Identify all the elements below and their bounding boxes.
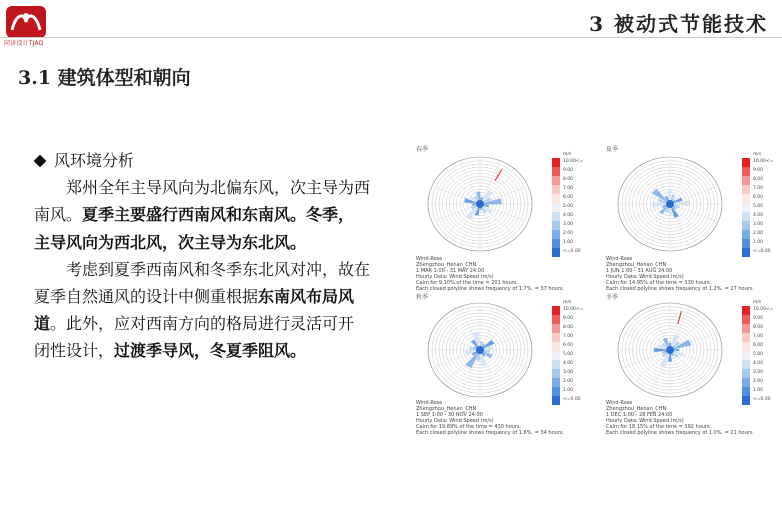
legend-swatch <box>742 194 750 203</box>
wind-rose-winter-caption <box>606 400 754 436</box>
legend-label: 10.00<= <box>563 307 584 312</box>
caption-line: Zhengzhou_Henan_CHN <box>606 406 667 412</box>
legend-swatch <box>742 324 750 333</box>
legend-label: 6.00 <box>563 343 574 348</box>
wind-rose-summer-caption <box>606 256 754 292</box>
caption-line: Zhengzhou_Henan_CHN <box>606 262 667 268</box>
caption-line: 1 MAR 1:00 - 31 MAY 24:00 <box>416 268 485 274</box>
legend-label: 5.00 <box>753 204 764 209</box>
legend-unit: m/s <box>563 152 572 157</box>
legend-label: 6.00 <box>753 195 764 200</box>
legend-swatch <box>552 324 560 333</box>
caption-line: Hourly Data: Wind Speed (m/s) <box>416 274 494 280</box>
legend-swatch <box>552 185 560 194</box>
legend-label: 4.00 <box>563 361 574 366</box>
legend-swatch <box>742 158 750 167</box>
legend-unit: m/s <box>753 300 762 305</box>
legend-swatch <box>742 203 750 212</box>
paragraph-1: 郑州全年主导风向为北偏东风，次主导为西南风。夏季主要盛行西南风和东南风。冬季，主导风向为西北风，次主导为东北风。 <box>34 178 371 252</box>
calm-center <box>476 200 484 208</box>
legend-swatch <box>742 167 750 176</box>
legend-swatch <box>552 230 560 239</box>
caption-line: Zhengzhou_Henan_CHN <box>416 406 477 412</box>
legend-label: 9.00 <box>753 168 764 173</box>
legend-swatch <box>742 221 750 230</box>
legend-label: 5.00 <box>563 204 574 209</box>
legend-swatch <box>742 239 750 248</box>
tjad-logo <box>4 4 48 40</box>
wind-rose-autumn-caption <box>416 400 564 436</box>
legend-label: 9.00 <box>563 168 574 173</box>
legend-swatch <box>552 167 560 176</box>
direction-spoke <box>480 350 517 383</box>
legend-label: 7.00 <box>563 334 574 339</box>
legend-label: 10.00<= <box>753 159 774 164</box>
wind-rose-autumn-graphic <box>414 292 564 404</box>
page-header-title: 3 被动式节能技术 <box>589 12 768 36</box>
caption-line: Wind-Rose <box>606 400 633 406</box>
body-text <box>34 147 370 365</box>
caption-line: Calm for 9.10% of the time = 201 hours. <box>416 280 518 286</box>
caption-line: 1 DEC 1:00 - 28 FEB 24:00 <box>606 412 673 418</box>
legend-label: <=0.00 <box>753 249 771 254</box>
header-divider <box>0 37 782 38</box>
legend-swatch <box>742 176 750 185</box>
caption-line: Calm for 14.95% of the time = 330 hours. <box>606 280 712 286</box>
legend-swatch <box>552 351 560 360</box>
legend-label: 5.00 <box>563 352 574 357</box>
legend-label: 4.00 <box>753 361 764 366</box>
legend-label: 4.00 <box>563 213 574 218</box>
caption-line: Calm for 19.69% of the time = 430 hours. <box>416 424 522 430</box>
legend-unit: m/s <box>563 300 572 305</box>
legend-swatch <box>552 306 560 315</box>
direction-spoke <box>443 350 480 383</box>
wind-rose-spring-caption <box>416 256 564 292</box>
legend-swatch <box>552 333 560 342</box>
legend-label: 1.00 <box>563 388 574 393</box>
wind-rose-summer: 夏季 m/s 10.00<= 9.00 8.00 7.00 6.00 5.00 4.00 3.00 2.00 1.00 <=0.00 Wind-Rose Zhengzhou_Henan_CHN 1 JUN 1:00 - 31 AUG 24:00 Hourly Data: Wind Speed (m/s) Calm for 14.95% of the time = 330 hours. Each closed polyline shows frequency of 1.2%. = 27 hours. <box>606 146 774 292</box>
legend-label: 2.00 <box>753 231 764 236</box>
wind-rose-winter-graphic <box>604 292 754 404</box>
legend-label: 9.00 <box>753 316 764 321</box>
legend-label: 6.00 <box>563 195 574 200</box>
content-heading: 风环境分析 <box>34 147 370 174</box>
direction-spoke <box>670 171 707 204</box>
legend-swatch <box>552 212 560 221</box>
legend-label: 1.00 <box>563 240 574 245</box>
direction-spoke <box>480 317 517 350</box>
legend-swatch <box>552 194 560 203</box>
logo-text: 同济设计TJAD <box>4 40 44 47</box>
legend-swatch <box>742 333 750 342</box>
legend-swatch <box>742 387 750 396</box>
caption-line: 1 SEP 1:00 - 30 NOV 24:00 <box>416 412 483 418</box>
caption-line: Zhengzhou_Henan_CHN <box>416 262 477 268</box>
legend-label: 9.00 <box>563 316 574 321</box>
legend-swatch <box>552 360 560 369</box>
legend-swatch <box>742 306 750 315</box>
legend-swatch <box>552 221 560 230</box>
wind-rose-spring-graphic <box>414 144 564 256</box>
section-title: 3.1 建筑体型和朝向 <box>18 67 191 89</box>
caption-line: Each closed polyline shows frequency of 1.7%. = 37 hours. <box>416 286 565 292</box>
legend-swatch <box>742 360 750 369</box>
legend-label: 10.00<= <box>563 159 584 164</box>
calm-center <box>666 200 674 208</box>
legend-swatch <box>552 378 560 387</box>
legend-swatch <box>742 378 750 387</box>
legend-label: 8.00 <box>753 177 764 182</box>
legend-label: 8.00 <box>563 177 574 182</box>
legend-label: 3.00 <box>753 370 764 375</box>
legend-label: 5.00 <box>753 352 764 357</box>
legend-label: 7.00 <box>563 186 574 191</box>
caption-line: Each closed polyline shows frequency of 1.2%. = 27 hours. <box>606 286 755 292</box>
legend-swatch <box>742 230 750 239</box>
paragraph-2: 考虑到夏季西南风和冬季东北风对冲，故在夏季自然通风的设计中侧重根据东南风布局风道。此外，应对西南方向的格局进行灵活可开闭性设计，过渡季导风，冬夏季阻风。 <box>34 259 371 361</box>
legend-swatch <box>552 369 560 378</box>
legend-label: 7.00 <box>753 334 764 339</box>
legend-label: 2.00 <box>563 379 574 384</box>
legend-swatch <box>552 176 560 185</box>
legend-label: 3.00 <box>563 222 574 227</box>
legend-swatch <box>552 342 560 351</box>
legend-label: 8.00 <box>753 325 764 330</box>
legend-label: <=0.00 <box>563 249 581 254</box>
legend-label: 8.00 <box>563 325 574 330</box>
legend-swatch <box>552 158 560 167</box>
caption-line: 1 JUN 1:00 - 31 AUG 24:00 <box>606 268 673 274</box>
legend-swatch <box>742 342 750 351</box>
legend-swatch <box>742 185 750 194</box>
legend-swatch <box>552 387 560 396</box>
legend-label: 4.00 <box>753 213 764 218</box>
caption-line: Wind-Rose <box>606 256 633 262</box>
caption-line: Wind-Rose <box>416 400 443 406</box>
legend-swatch <box>742 351 750 360</box>
legend-swatch <box>742 369 750 378</box>
caption-line: Wind-Rose <box>416 256 443 262</box>
caption-line: Hourly Data: Wind Speed (m/s) <box>416 418 494 424</box>
legend-label: 1.00 <box>753 388 764 393</box>
legend-label: <=0.00 <box>563 397 581 402</box>
caption-line: Hourly Data: Wind Speed (m/s) <box>606 418 684 424</box>
legend-label: 6.00 <box>753 343 764 348</box>
diamond-bullet-icon <box>34 155 47 168</box>
legend-swatch <box>552 239 560 248</box>
legend-unit: m/s <box>753 152 762 157</box>
caption-line: Calm for 18.15% of the time = 392 hours. <box>606 424 712 430</box>
calm-center <box>476 346 484 354</box>
caption-line: Hourly Data: Wind Speed (m/s) <box>606 274 684 280</box>
wind-rose-winter: 冬季 m/s 10.00<= 9.00 8.00 7.00 6.00 5.00 4.00 3.00 2.00 1.00 <=0.00 Wind-Rose Zhengzhou_Henan_CHN 1 DEC 1:00 - 28 FEB 24:00 Hourly Data: Wind Speed (m/s) Calm for 18.15% of the time = 392 hours. Each closed polyline shows frequency of 1.0%. = 21 hours. <box>606 294 774 436</box>
legend-label: <=0.00 <box>753 397 771 402</box>
wind-rose-autumn: 秋季 m/s 10.00<= 9.00 8.00 7.00 6.00 5.00 4.00 3.00 2.00 1.00 <=0.00 Wind-Rose Zhengzhou_Henan_CHN 1 SEP 1:00 - 30 NOV 24:00 Hourly Data: Wind Speed (m/s) Calm for 19.69% of the time = 430 hours. Each closed polyline shows frequency of 1.6%. = 34 hours. <box>416 294 584 436</box>
wind-rose-summer-graphic <box>604 144 754 256</box>
wind-rose-spring: 春季 m/s 10.00<= 9.00 8.00 7.00 6.00 5.00 4.00 3.00 2.00 1.00 <=0.00 Wind-Rose Zhengzhou_Henan_CHN 1 MAR 1:00 - 31 MAY 24:00 Hourly Data: Wind Speed (m/s) Calm for 9.10% of the time = 201 hours. Each closed polyline shows frequency of 1.7%. = 37 hours. <box>416 146 584 292</box>
caption-line: Each closed polyline shows frequency of 1.6%. = 34 hours. <box>416 430 565 436</box>
legend-label: 7.00 <box>753 186 764 191</box>
legend-swatch <box>742 315 750 324</box>
legend-swatch <box>552 315 560 324</box>
legend-label: 2.00 <box>753 379 764 384</box>
legend-label: 3.00 <box>563 370 574 375</box>
legend-swatch <box>742 212 750 221</box>
legend-swatch <box>552 203 560 212</box>
legend-label: 1.00 <box>753 240 764 245</box>
legend-label: 10.00<= <box>753 307 774 312</box>
caption-line: Each closed polyline shows frequency of 1.0%. = 21 hours. <box>606 430 755 436</box>
legend-label: 2.00 <box>563 231 574 236</box>
legend-label: 3.00 <box>753 222 764 227</box>
calm-center <box>666 346 674 354</box>
